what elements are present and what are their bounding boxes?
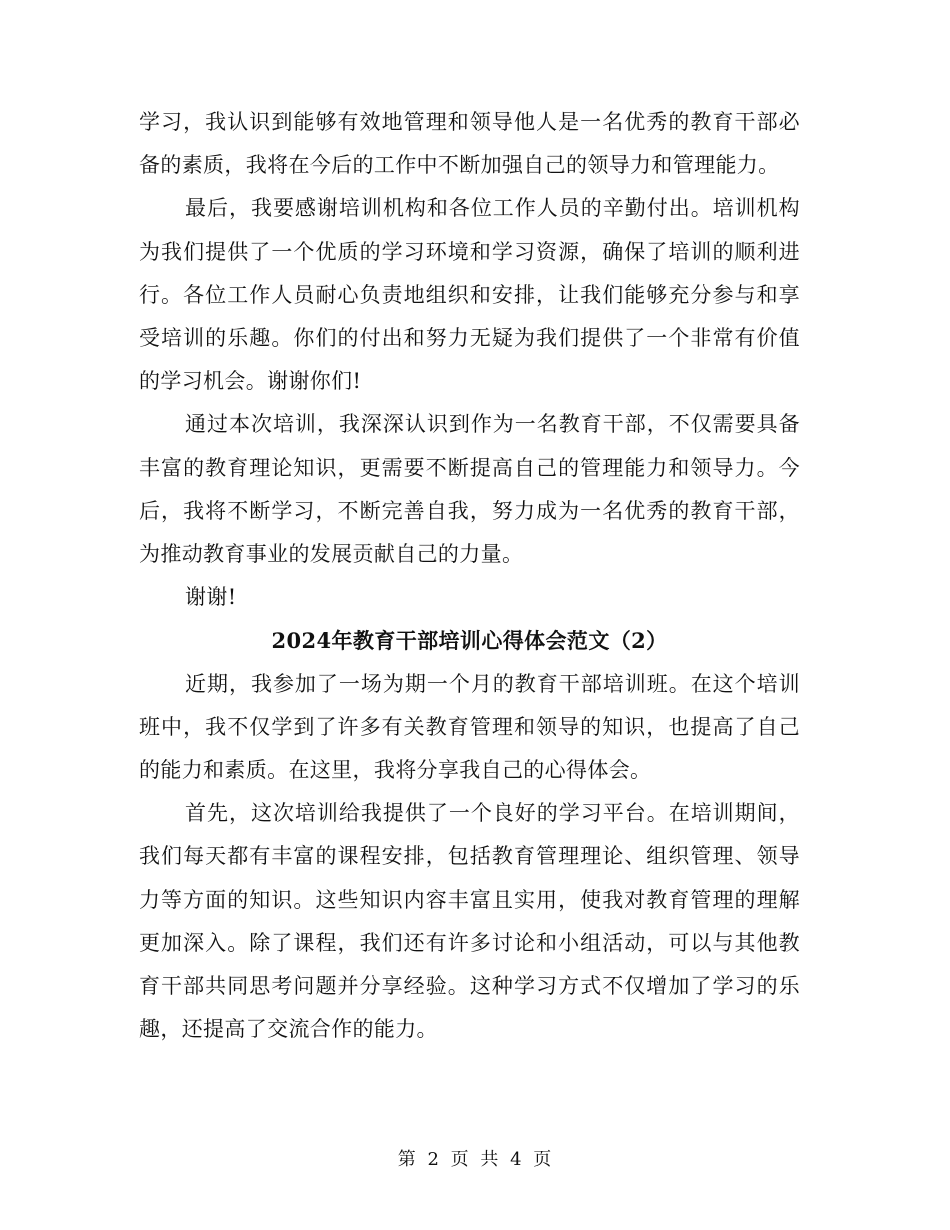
paragraph-first-point: 首先，这次培训给我提供了一个良好的学习平台。在培训期间，我们每天都有丰富的课程安排，包括教育管理理论、组织管理、领导力等方面的知识。这些知识内容丰富且实用，使我对教育管理的理解更加深入。除了课程，我们还有许多讨论和小组活动，可以与其他教育干部共同思考问题并分享经验。这种学习方式不仅增加了学习的乐趣，还提高了交流合作的能力。 [139, 801, 800, 1042]
page-number-footer: 第 2 页 共 4 页 [397, 1149, 553, 1170]
section-title: 2024年教育干部培训心得体会范文（2） [271, 628, 668, 654]
paragraph-summary: 通过本次培训，我深深认识到作为一名教育干部，不仅需要具备丰富的教育理论知识，更需要不断提高自己的管理能力和领导力。今后，我将不断学习，不断完善自我，努力成为一名优秀的教育干部，为推动教育事业的发展贡献自己的力量。 [139, 412, 800, 567]
paragraph-intro: 近期，我参加了一场为期一个月的教育干部培训班。在这个培训班中，我不仅学到了许多有关教育管理和领导的知识，也提高了自己的能力和素质。在这里，我将分享我自己的心得体会。 [139, 671, 800, 783]
document-body [139, 101, 800, 1051]
paragraph-thanks-institution: 最后，我要感谢培训机构和各位工作人员的辛勤付出。培训机构为我们提供了一个优质的学习环境和学习资源，确保了培训的顺利进行。各位工作人员耐心负责地组织和安排，让我们能够充分参与和享受培训的乐趣。你们的付出和努力无疑为我们提供了一个非常有价值的学习机会。谢谢你们! [139, 196, 800, 394]
paragraph-closing: 谢谢! [185, 585, 237, 610]
paragraph-continuation: 学习，我认识到能够有效地管理和领导他人是一名优秀的教育干部必备的素质，我将在今后的工作中不断加强自己的领导力和管理能力。 [139, 110, 800, 178]
